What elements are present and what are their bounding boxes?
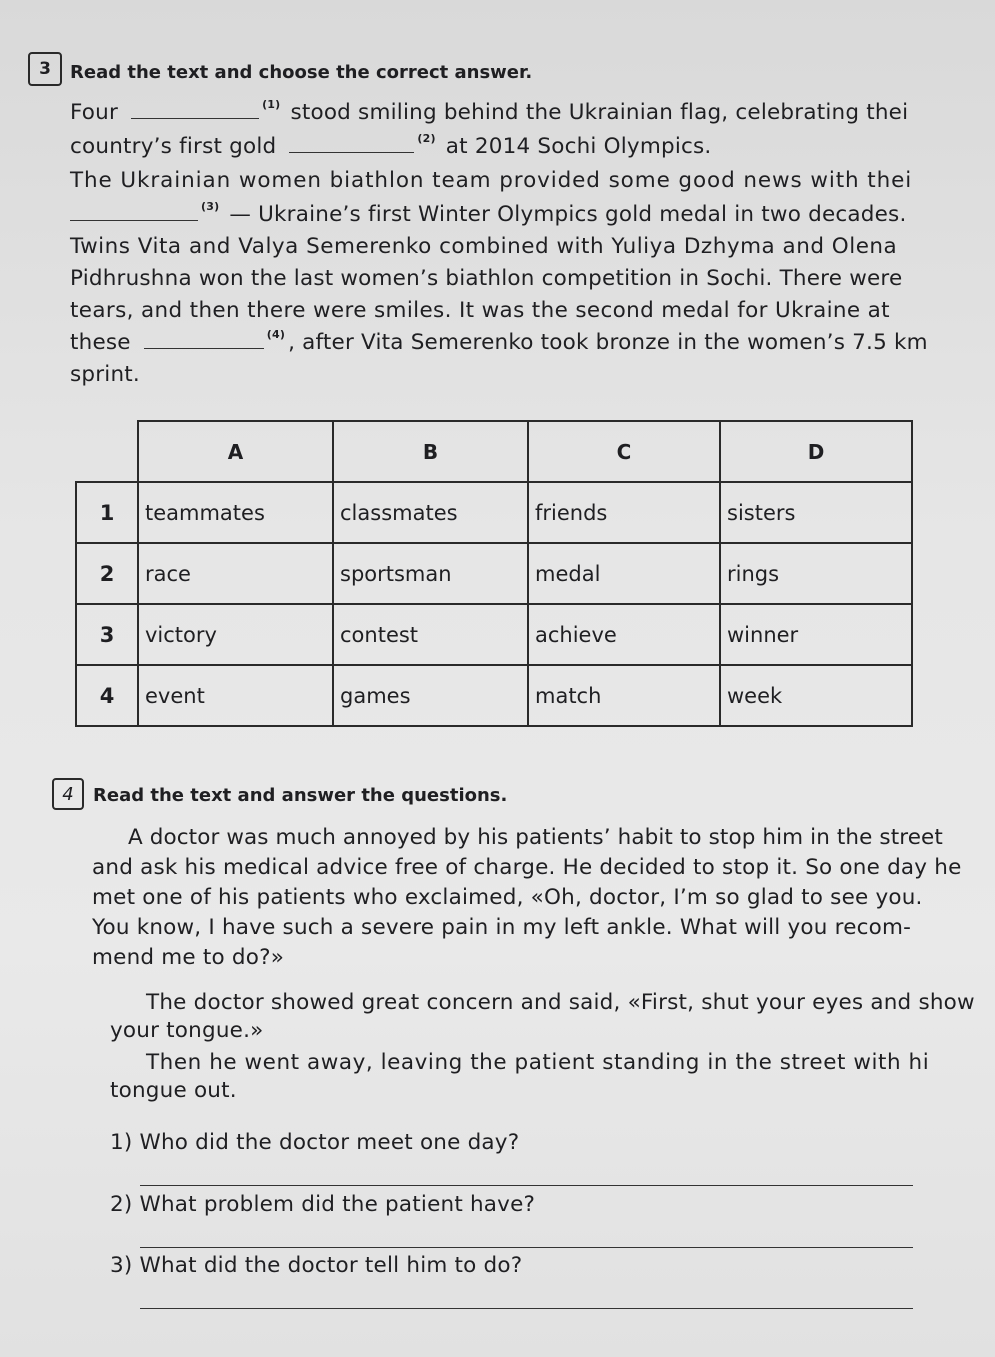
option-cell[interactable]: sportsman: [333, 543, 528, 604]
blank-2[interactable]: [289, 134, 414, 153]
table-row: [76, 543, 912, 604]
row-number: 2: [76, 543, 138, 604]
row-number: 4: [76, 665, 138, 726]
option-cell[interactable]: event: [138, 665, 333, 726]
question-2: 2) What problem did the patient have?: [110, 1192, 536, 1217]
table-corner: [76, 421, 138, 482]
answer-options-table: [75, 420, 913, 727]
task3-line-1: Four $^{(1)}$ stood smiling behind the Ukrainian flag, celebrating thei: [70, 98, 909, 125]
blank-1[interactable]: [131, 100, 259, 119]
task4-p1-line-4: You know, I have such a severe pain in my left ankle. What will you recom-: [92, 915, 912, 940]
task3-line-7: tears, and then there were smiles. It was the second medal for Ukraine at: [70, 298, 890, 323]
task4-p1-line-1: A doctor was much annoyed by his patients’ habit to stop him in the street: [128, 825, 943, 850]
task3-instruction: Read the text and choose the correct answer.: [70, 62, 533, 83]
option-cell[interactable]: games: [333, 665, 528, 726]
option-cell[interactable]: contest: [333, 604, 528, 665]
column-header-c: C: [528, 421, 720, 482]
question-1: 1) Who did the doctor meet one day?: [110, 1130, 520, 1155]
option-cell[interactable]: match: [528, 665, 720, 726]
task3-line-3: The Ukrainian women biathlon team provided some good news with thei: [70, 168, 913, 193]
task4-p1-line-2: and ask his medical advice free of charge. He decided to stop it. So one day he: [92, 855, 962, 880]
column-header-b: B: [333, 421, 528, 482]
table-row: [76, 665, 912, 726]
question-3: 3) What did the doctor tell him to do?: [110, 1253, 523, 1278]
option-cell[interactable]: classmates: [333, 482, 528, 543]
task4-p2-line-2: your tongue.»: [110, 1018, 264, 1043]
task3-line-8: these $^{(4)}$ , after Vita Semerenko took bronze in the women’s 7.5 km: [70, 328, 928, 355]
task4-number-badge: 4: [52, 778, 84, 810]
option-cell[interactable]: achieve: [528, 604, 720, 665]
answer-line-2[interactable]: [140, 1247, 913, 1248]
table-row: [76, 482, 912, 543]
task3-line-5: Twins Vita and Valya Semerenko combined with Yuliya Dzhyma and Olena: [70, 234, 898, 259]
option-cell[interactable]: medal: [528, 543, 720, 604]
option-cell[interactable]: sisters: [720, 482, 912, 543]
task4-instruction: Read the text and answer the questions.: [93, 785, 508, 806]
task3-number-badge: 3: [28, 52, 62, 86]
option-cell[interactable]: victory: [138, 604, 333, 665]
blank-4[interactable]: [144, 330, 264, 349]
task3-line-9: sprint.: [70, 362, 140, 387]
option-cell[interactable]: rings: [720, 543, 912, 604]
task4-p3-line-1: Then he went away, leaving the patient standing in the street with hi: [146, 1050, 930, 1075]
option-cell[interactable]: week: [720, 665, 912, 726]
task3-line-4: $^{(3)}$ — Ukraine’s first Winter Olympics gold medal in two decades.: [70, 202, 906, 227]
answer-line-1[interactable]: [140, 1185, 913, 1186]
task4-p3-line-2: tongue out.: [110, 1078, 237, 1103]
row-number: 1: [76, 482, 138, 543]
task4-p1-line-5: mend me to do?»: [92, 945, 285, 970]
option-cell[interactable]: race: [138, 543, 333, 604]
task3-line-6: Pidhrushna won the last women’s biathlon competition in Sochi. There were: [70, 266, 903, 291]
column-header-d: D: [720, 421, 912, 482]
table-header-row: [76, 421, 912, 482]
option-cell[interactable]: teammates: [138, 482, 333, 543]
blank-3[interactable]: [70, 202, 198, 221]
task4-p1-line-3: met one of his patients who exclaimed, «Oh, doctor, I’m so glad to see you.: [92, 885, 923, 910]
task4-p2-line-1: The doctor showed great concern and said, «First, shut your eyes and show: [146, 990, 975, 1015]
row-number: 3: [76, 604, 138, 665]
column-header-a: A: [138, 421, 333, 482]
task3-line-2: country’s first gold $^{(2)}$ at 2014 Sochi Olympics.: [70, 132, 712, 159]
answer-line-3[interactable]: [140, 1308, 913, 1309]
option-cell[interactable]: friends: [528, 482, 720, 543]
table-row: [76, 604, 912, 665]
option-cell[interactable]: winner: [720, 604, 912, 665]
